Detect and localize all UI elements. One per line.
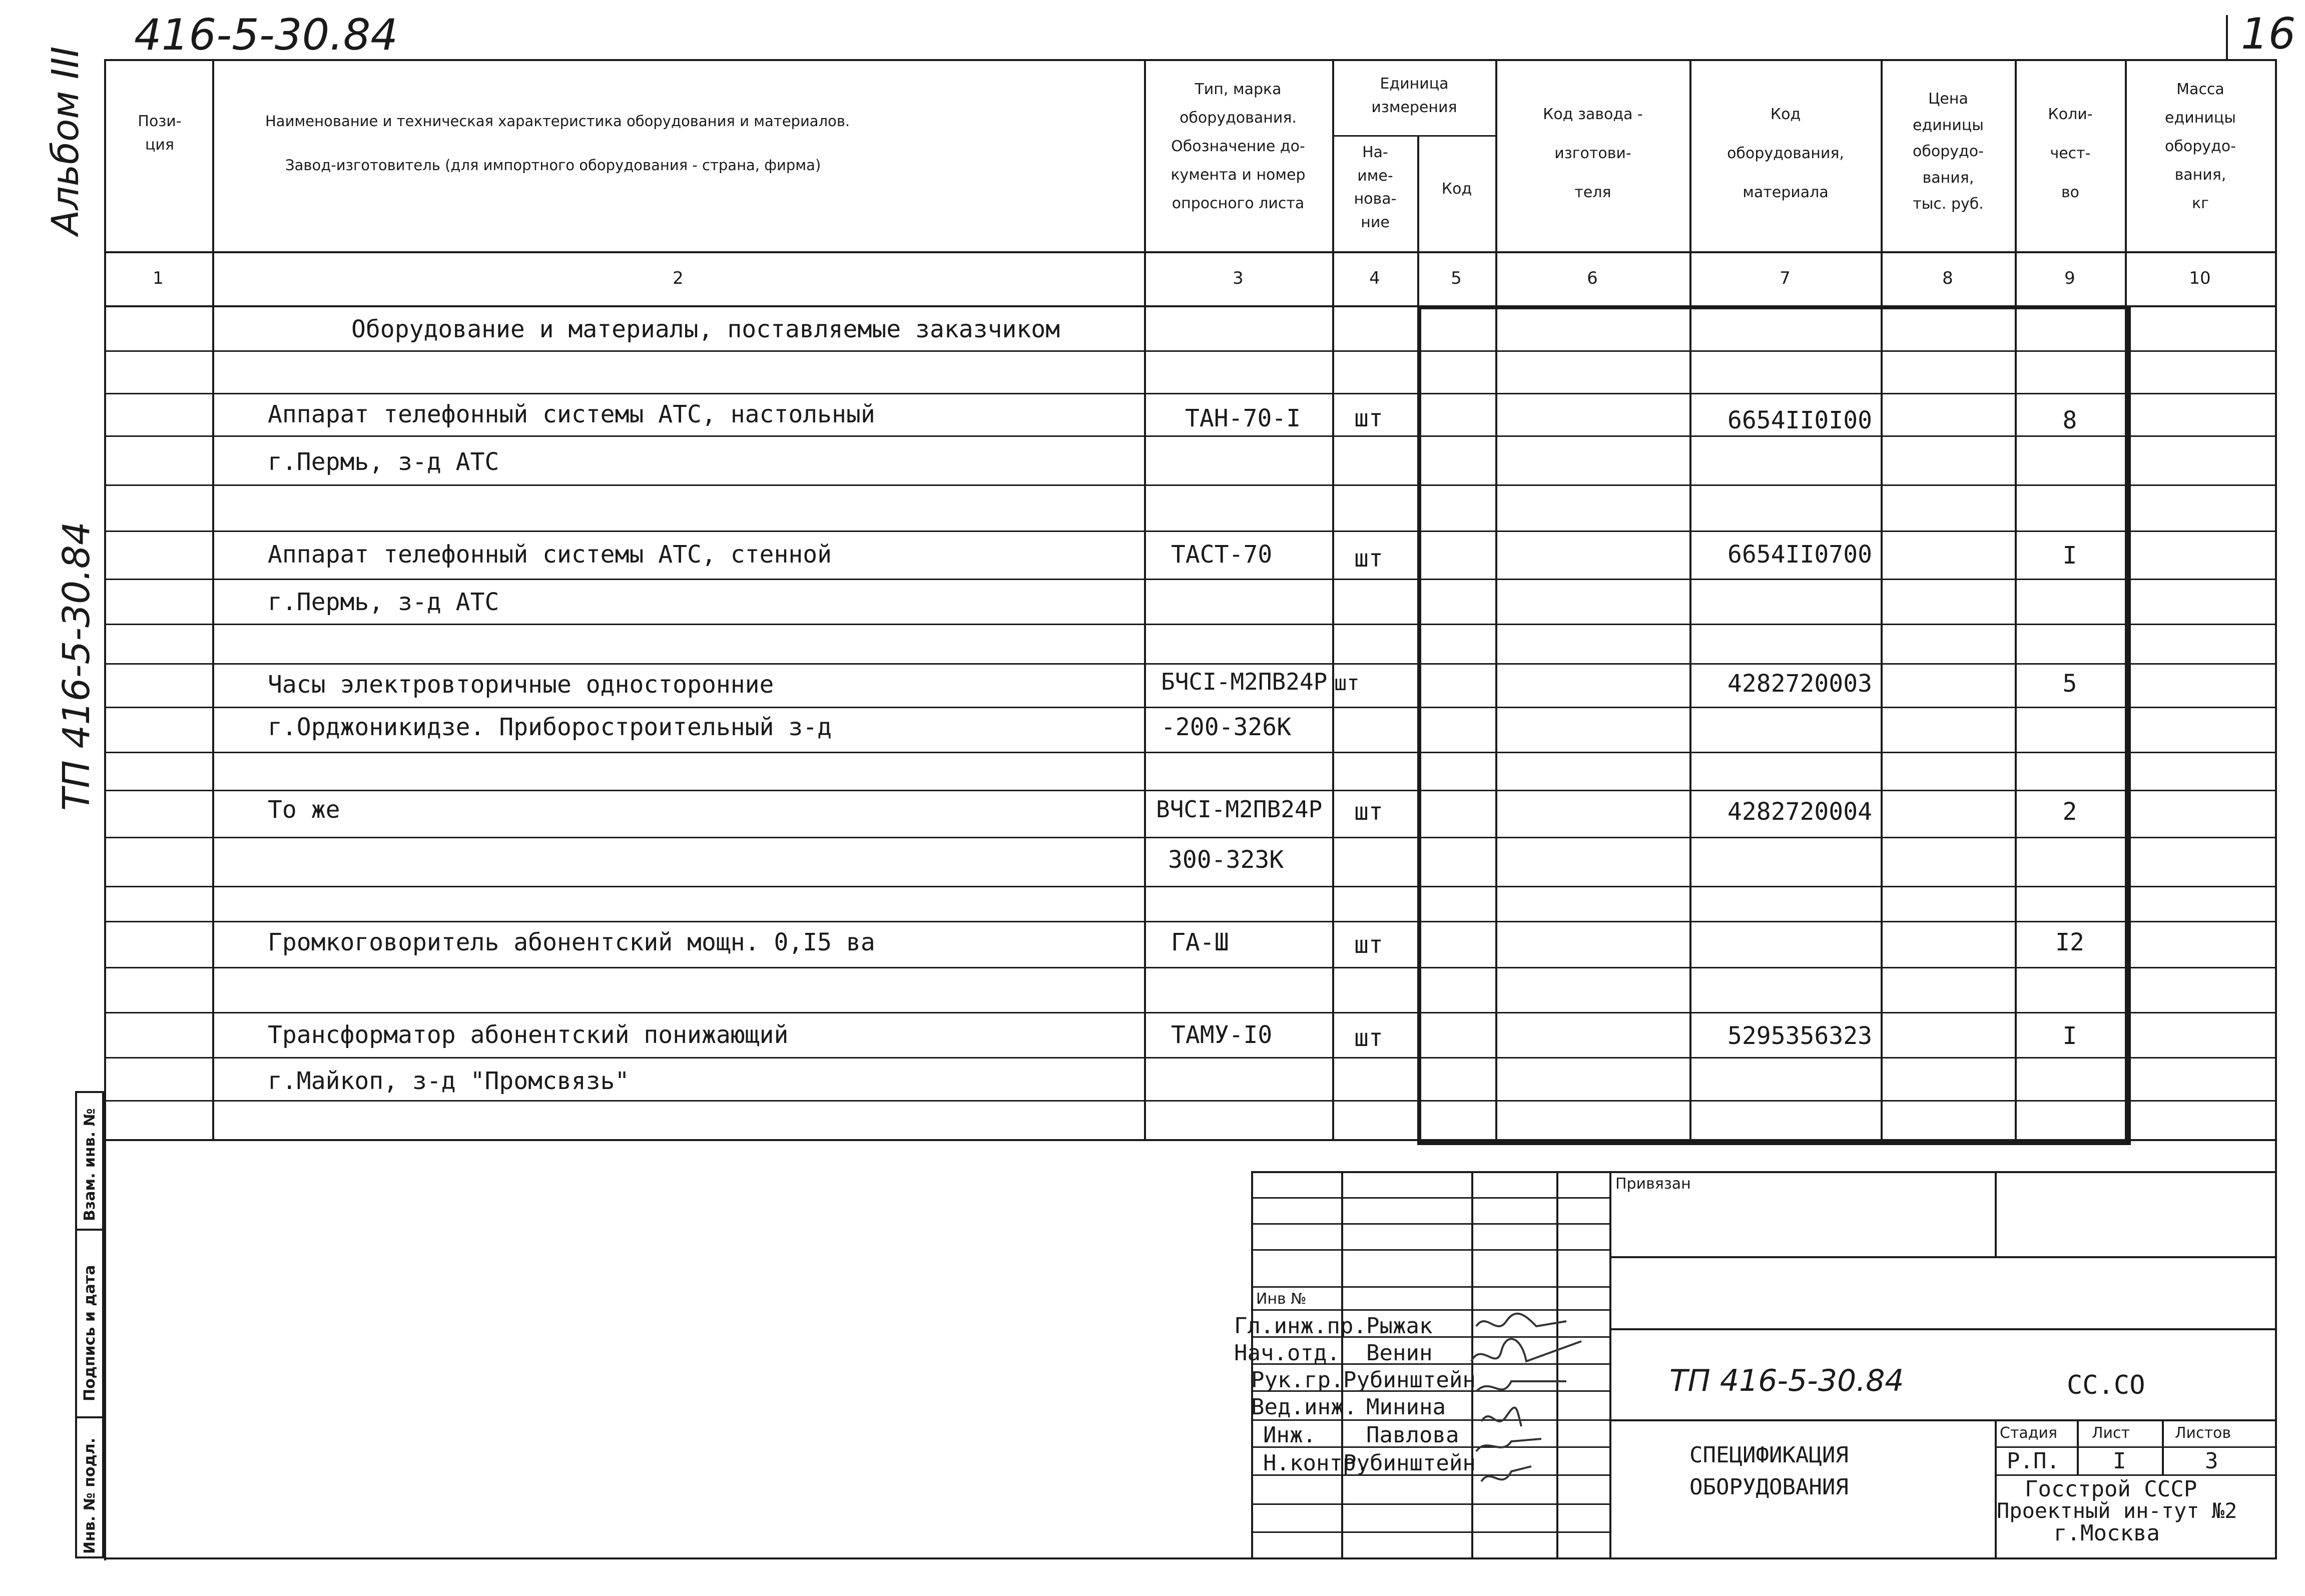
row3-type: БЧСI-М2ПВ24Р: [1161, 668, 1328, 695]
sheets-value: 3: [2205, 1448, 2218, 1474]
document-mark: СС.СО: [2067, 1370, 2145, 1400]
row1-quantity: 8: [2062, 406, 2077, 434]
sheet-number-divider: [2226, 15, 2228, 60]
staff-role-6: Н.контр.: [1263, 1450, 1369, 1476]
sheet-number: 16: [2241, 9, 2296, 59]
section-title: Оборудование и материалы, поставляемые заказчиком: [351, 315, 1060, 343]
frame-bottom: [104, 1557, 2275, 1559]
title-line-1: СПЕЦИФИКАЦИЯ: [1689, 1442, 1849, 1468]
header-quantity: Коли- чест- во: [2048, 106, 2093, 201]
header-type: Тип, марка оборудования. Обозначение до- кумента и номер опросного листа: [1171, 81, 1306, 212]
row4-type-continued: 300-323К: [1168, 846, 1284, 874]
tb-col: [1609, 1171, 1611, 1557]
row3-quantity: 5: [2062, 670, 2077, 698]
header-equipment-code: Код оборудования, материала: [1727, 106, 1844, 201]
col-number-1: 1: [153, 268, 164, 288]
row4-unit: шт: [1354, 798, 1383, 826]
sheet-value: I: [2113, 1448, 2126, 1474]
row4-type: ВЧСI-М2ПВ24Р: [1156, 796, 1323, 823]
tb-row: [1251, 1223, 1609, 1225]
row3-unit: шт: [1334, 671, 1360, 695]
row1-code: 6654II0I00: [1727, 406, 1872, 434]
row2-code: 6654II0700: [1727, 541, 1872, 569]
header-price: Цена единицы оборудо- вания, тыс. руб.: [1913, 90, 1984, 213]
table-top-border: [104, 59, 2275, 61]
unit-group-divider: [1332, 135, 1495, 137]
row4-name: То же: [268, 796, 340, 824]
title-line-2: ОБОРУДОВАНИЯ: [1689, 1474, 1849, 1500]
tb-row: [1251, 1197, 1609, 1199]
organization-line-1: Госстрой СССР: [2025, 1476, 2197, 1502]
header-mass: Масса единицы оборудо- вания, кг: [2165, 81, 2236, 212]
row5-unit: шт: [1354, 931, 1383, 959]
tb-row: [1609, 1419, 2275, 1421]
row5-quantity: I2: [2055, 928, 2084, 956]
row6-unit: шт: [1354, 1024, 1383, 1052]
row2-name: Аппарат телефонный системы АТС, стенной: [268, 541, 832, 569]
tb-col: [1995, 1171, 1997, 1256]
col-number-10: 10: [2189, 268, 2211, 288]
side-stamp-divider: [75, 1416, 104, 1418]
row3-type-continued: -200-326К: [1161, 713, 1292, 741]
title-block-top: [1251, 1171, 2275, 1173]
row6-type: ТАМУ-I0: [1171, 1021, 1273, 1049]
row1-maker: г.Пермь, з-д АТС: [268, 448, 499, 476]
sheets-label: Листов: [2175, 1424, 2231, 1442]
row6-quantity: I: [2062, 1022, 2077, 1050]
col-number-9: 9: [2064, 268, 2075, 288]
row1-name: Аппарат телефонный системы АТС, настольный: [268, 400, 875, 428]
stamp-original-inventory: Инв. № подл.: [81, 1437, 99, 1554]
staff-name-5: Павлова: [1366, 1422, 1459, 1448]
col-number-6: 6: [1587, 268, 1598, 288]
row6-maker: г.Майкоп, з-д "Промсвязь": [268, 1067, 630, 1095]
row2-type: ТАСТ-70: [1171, 541, 1273, 569]
row1-unit: шт: [1354, 404, 1383, 432]
tb-row: [1251, 1249, 1609, 1251]
staff-name-4: Минина: [1366, 1394, 1446, 1420]
side-document-code: ТП 416-5-30.84: [55, 521, 98, 811]
signatures: [1466, 1306, 1596, 1506]
title-block-code: ТП 416-5-30.84: [1669, 1363, 1904, 1398]
stage-value: Р.П.: [2007, 1448, 2060, 1474]
row2-maker: г.Пермь, з-д АТС: [268, 588, 499, 616]
header-unit-name: На- име- нова- ние: [1354, 144, 1397, 231]
row2-quantity: I: [2062, 542, 2077, 570]
staff-name-1: Рыжак: [1366, 1313, 1433, 1339]
header-bottom-border: [104, 251, 2275, 253]
col-number-4: 4: [1369, 268, 1380, 288]
staff-role-4: Вед.инж.: [1251, 1394, 1357, 1420]
organization-line-3: г.Москва: [2054, 1520, 2160, 1546]
tb-row: [1609, 1328, 2275, 1330]
header-name: Наименование и техническая характеристика оборудования и материалов. Завод-изготовитель (для импортного оборудования - страна, фирма): [265, 113, 850, 174]
row6-name: Трансформатор абонентский понижающий: [268, 1021, 789, 1049]
row3-maker: г.Орджоникидзе. Приборостроительный з-д: [268, 713, 832, 741]
tb-row: [1251, 1286, 1609, 1288]
col-border-2: [1144, 59, 1146, 1140]
col-border-1: [212, 59, 214, 1140]
tb-row: [1995, 1474, 2275, 1476]
header-unit-group: Единица измерения: [1371, 75, 1457, 116]
tb-row: [1995, 1446, 2275, 1448]
tb-row: [1251, 1531, 1609, 1533]
staff-role-3: Рук.гр.: [1251, 1367, 1344, 1393]
stamp-replaced-inventory: Взам. инв. №: [81, 1108, 99, 1221]
row3-name: Часы электровторичные односторонние: [268, 671, 774, 699]
row1-type: ТАН-70-I: [1185, 404, 1301, 432]
tb-row: [1609, 1256, 2275, 1258]
row4-quantity: 2: [2062, 798, 2077, 826]
col-number-2: 2: [673, 268, 684, 288]
header-unit-code: Код: [1441, 180, 1472, 198]
inventory-number-label: Инв №: [1256, 1290, 1307, 1308]
col-number-5: 5: [1451, 268, 1462, 288]
row6-code: 5295356323: [1727, 1022, 1872, 1050]
organization-line-2: Проектный ин-тут №2: [1997, 1498, 2237, 1523]
col-border-10: [2275, 59, 2277, 1140]
stage-label: Стадия: [2000, 1424, 2058, 1442]
document-code: 416-5-30.84: [134, 10, 398, 60]
staff-name-3: Рубинштейн: [1343, 1367, 1476, 1393]
header-factory-code: Код завода - изготови- теля: [1543, 106, 1643, 201]
col-number-3: 3: [1233, 268, 1244, 288]
col-number-8: 8: [1942, 268, 1953, 288]
col-number-7: 7: [1780, 268, 1791, 288]
frame-right: [2275, 1139, 2277, 1559]
tied-label: Привязан: [1615, 1175, 1691, 1193]
row5-name: Громкоговоритель абонентский мощн. 0,I5 ва: [268, 928, 875, 956]
row3-code: 4282720003: [1727, 670, 1872, 698]
sheet-label: Лист: [2092, 1424, 2130, 1442]
staff-role-1: Гл.инж.пр.: [1234, 1313, 1367, 1339]
staff-name-6: Рубинштейн: [1343, 1450, 1476, 1476]
staff-role-5: Инж.: [1263, 1422, 1316, 1448]
stamp-signature-date: Подпись и дата: [81, 1265, 99, 1401]
side-stamp-divider: [75, 1229, 104, 1231]
staff-role-2: Нач.отд.: [1234, 1340, 1340, 1366]
album-label: Альбом III: [44, 46, 87, 235]
row4-code: 4282720004: [1727, 798, 1872, 826]
row5-type: ГА-Ш: [1171, 928, 1229, 956]
header-position: Пози- ция: [138, 113, 182, 154]
row2-unit: шт: [1354, 545, 1383, 573]
tb-col: [1995, 1419, 1997, 1557]
staff-name-2: Венин: [1366, 1340, 1433, 1366]
